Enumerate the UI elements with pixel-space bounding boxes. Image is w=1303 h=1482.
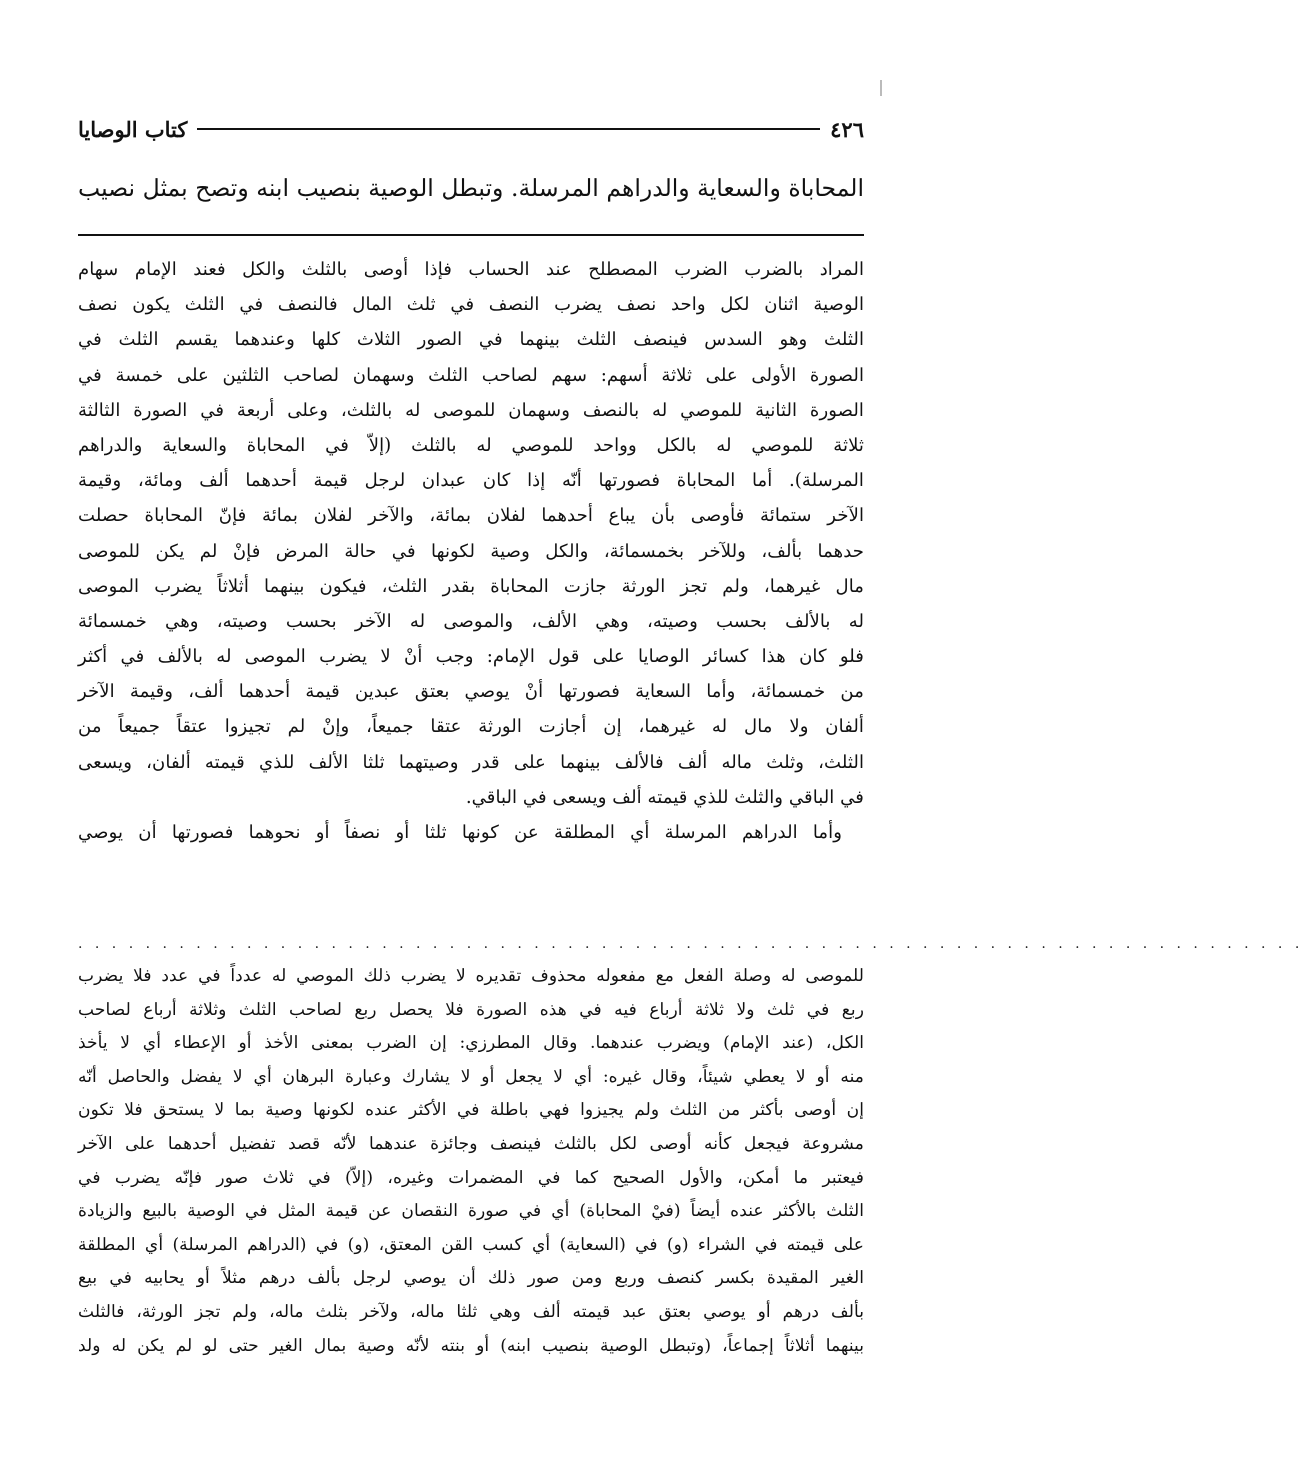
footnote-divider: . . . . . . . . . . . . . . . . . . . . . . . . . . . . . . . . . . . . . . . . . . . . . . . . . . . . . . . . . . . . . . . . . . . . . . . . .	[78, 936, 1303, 952]
main-text: المحاباة والسعاية والدراهم المرسلة. وتبطل الوصية بنصيب ابنه وتصح بمثل نصيب	[78, 174, 864, 202]
commentary-line: ألفان ولا مال له غيرهما، إن أجازت الورثة عتقا جميعاً، وإنْ لم تجيزوا عتقاً جميعاً من	[78, 716, 864, 738]
commentary-line: الصورة الثانية للموصي له بالنصف وسهمان للموصى له بالثلث، وعلى أربعة في الصورة الثالثة	[78, 399, 864, 421]
footnote-line: الكل، (عند الإمام) ويضرب عندهما. وقال المطرزي: إن الضرب بمعنى الأخذ أو الإعطاء أي لا يأخذ	[78, 1033, 864, 1054]
commentary-line: له بالألف بحسب وصيته، وهي الألف، والموصى له الآخر بحسب وصيته، وهي خمسمائة	[78, 610, 864, 632]
footnote-line: فيعتبر ما أمكن، والأول الصحيح كما في المضمرات وغيره، (إلاّ) في ثلاث صور فإنّه يضرب في	[78, 1167, 864, 1188]
commentary-line: من خمسمائة، وأما السعاية فصورتها أنْ يوصي بعتق عبدين قيمة أحدهما ألف، وقيمة الآخر	[78, 681, 864, 703]
main-text-rule	[78, 234, 864, 236]
footnote-line: بألف درهم أو يوصي بعتق عبد قيمته ألف وهي ثلثا ماله، ولآخر بثلث ماله، ولم تجز الورثة، فالثلث	[78, 1301, 864, 1322]
header-rule	[197, 128, 820, 130]
footnote-line: مشروعة فيجعل كأنه أوصى لكل بالثلث فينصف وجائزة عندهما لأنّه قصد تفضيل أحدهما على الآخر	[78, 1133, 864, 1154]
commentary-line: الآخر ستمائة فأوصى بأن يباع أحدهما لفلان بمائة، والآخر لفلان بمائة فإنّ المحاباة حصلت	[78, 505, 864, 527]
margin-mark	[880, 80, 882, 96]
footnote-line: الغير المقيدة بكسر كنصف وربع ومن صور ذلك أن يوصي لرجل بألف درهم مثلاً أو يحابيه في بيع	[78, 1268, 864, 1289]
commentary-line: المراد بالضرب الضرب المصطلح عند الحساب فإذا أوصى بالثلث والكل فعند الإمام سهام	[78, 259, 864, 280]
footnote-line: ربع في ثلث ولا ثلاثة أرباع فيه في هذه الصورة فلا يحصل ربع لصاحب الثلث وثلاثة أرباع لصاحب	[78, 999, 864, 1020]
commentary-line: حدهما بألف، وللآخر بخمسمائة، والكل وصية لكونها في حالة المرض فإنْ لم يكن للموصى	[78, 540, 864, 562]
commentary-line: وأما الدراهم المرسلة أي المطلقة عن كونها ثلثا أو نصفاً أو نحوهما فصورتها أن يوصي	[78, 822, 842, 843]
commentary-line: الثلث، وثلث ماله ألف فالألف بينهما على قدر وصيتهما ثلثا الألف للذي قيمته ألفان، ويسعى	[78, 751, 864, 773]
commentary-line: الصورة الأولى على ثلاثة أسهم: سهم لصاحب الثلث وسهمان لصاحب الثلثين على خمسة في	[78, 364, 864, 386]
commentary-line: الثلث وهو السدس فينصف الثلث بينهما في الصور الثلاث كلها وعندهما يقسم الثلث في	[78, 329, 864, 351]
footnote-line: منه أو لا يعطي شيئاً، وقال غيره: أي لا يجعل أو لا يشارك وعبارة البرهان أي لا يفضل والحاصل أنّه	[78, 1066, 864, 1087]
footnote-line: للموصى له وصلة الفعل مع مفعوله محذوف تقديره لا يضرب ذلك الموصي له عدداً في عدد فلا يضرب	[78, 966, 864, 986]
running-header	[78, 114, 864, 144]
footnote-line: الثلث بالأكثر عنده أيضاً (فيْ المحاباة) أي في صورة النقصان عن قيمة المثل في الوصية بالبيع والزيادة	[78, 1201, 864, 1222]
commentary-line: المرسلة). أما المحاباة فصورتها أنّه إذا كان عبدان لرجل قيمة أحدهما ألف ومائة، وقيمة	[78, 470, 864, 492]
book-title: كتاب الوصايا	[78, 116, 188, 142]
commentary-line: مال غيرهما، ولم تجز الورثة جازت المحاباة بقدر الثلث، فيكون بينهما أثلاثاً يضرب الموصى	[78, 575, 864, 597]
commentary-line: ثلاثة للموصي له بالكل وواحد للموصي له بالثلث (إلاّ في المحاباة والسعاية والدراهم	[78, 434, 864, 456]
commentary-line: فلو كان هذا كسائر الوصايا على قول الإمام: وجب أنْ لا يضرب الموصى له بالألف في أكثر	[78, 646, 864, 668]
footnote-line: على قيمته في الشراء (و) في (السعاية) أي كسب القن المعتق، (و) في (الدراهم المرسلة) أي المطلقة	[78, 1234, 864, 1255]
footnotes	[78, 960, 864, 1363]
page-number: ٤٢٦	[830, 116, 864, 142]
commentary	[78, 252, 864, 850]
footnote-line: بينهما أثلاثاً إجماعاً، (وتبطل الوصية بنصيب ابنه) أو بنته لأنّه وصية بمال الغير حتى لو لم يكن له ولد	[78, 1335, 864, 1356]
commentary-line: الوصية اثنان لكل واحد نصف يضرب النصف في ثلث المال فالنصف في الثلث يكون نصف	[78, 294, 864, 316]
commentary-line: في الباقي والثلث للذي قيمته ألف ويسعى في الباقي.	[465, 786, 864, 808]
footnote-line: إن أوصى بأكثر من الثلث ولم يجيزوا فهي باطلة في الأكثر عنده لكونها وصية بما لا يستحق فلا تكون	[78, 1100, 864, 1121]
